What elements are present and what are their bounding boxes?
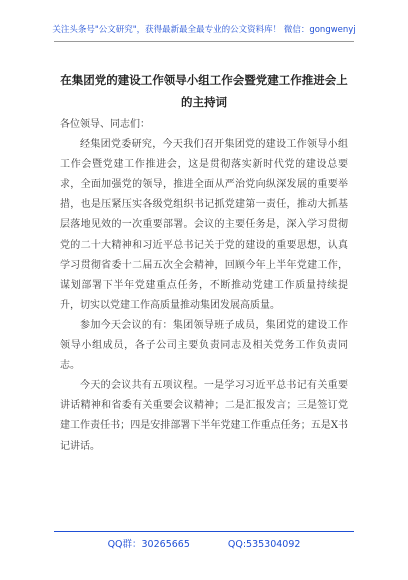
document-body <box>60 115 348 457</box>
header-divider <box>54 41 354 42</box>
footer-qq: QQ:535304092 <box>227 539 301 550</box>
footer <box>0 536 408 550</box>
document-title <box>60 69 348 113</box>
paragraph-1: 经集团党委研究，今天我们召开集团党的建设工作领导小组工作会暨党建工作推进会，这是贯彻落实新时代党的建设总要求，全面加强党的领导，推进全面从严治党向纵深发展的重要举措，也是压紧压实各级党组织书记抓党建第一责任，推动大抓基层落地见效的一次重要部署。会议的主要任务是，深入学习贯彻党的二十大精神和习近平总书记关于党的建设的重要思想，认真学习贯彻省委十二届五次全会精神，回顾今年上半年党建工作，谋划部署下半年党建重点任务，不断推动党建工作质量持续提升，切实以党建工作高质量推动集团发展高质量。 <box>60 139 348 311</box>
title-line-2: 的主持词 <box>181 95 227 109</box>
footer-qq-group: QQ群：30265665 <box>107 539 190 550</box>
salutation: 各位领导、同志们： <box>60 119 150 130</box>
header-banner: 关注头条号"公文研究"，获得最新最全最专业的公文资料库！ 微信：gongwenyj <box>52 25 356 35</box>
paragraph-3: 今天的会议共有五项议程。一是学习习近平总书记有关重要讲话精神和省委有关重要会议精神；二是汇报发言；三是签订党建工作责任书；四是安排部署下半年党建工作重点任务；五是X书记讲话。 <box>60 380 348 452</box>
footer-divider <box>54 531 354 532</box>
paragraph-2: 参加今天会议的有：集团领导班子成员，集团党的建设工作领导小组成员，各子公司主要负责同志及相关党务工作负责同志。 <box>60 319 348 372</box>
title-line-1: 在集团党的建设工作领导小组工作会暨党建工作推进会上 <box>60 73 348 87</box>
